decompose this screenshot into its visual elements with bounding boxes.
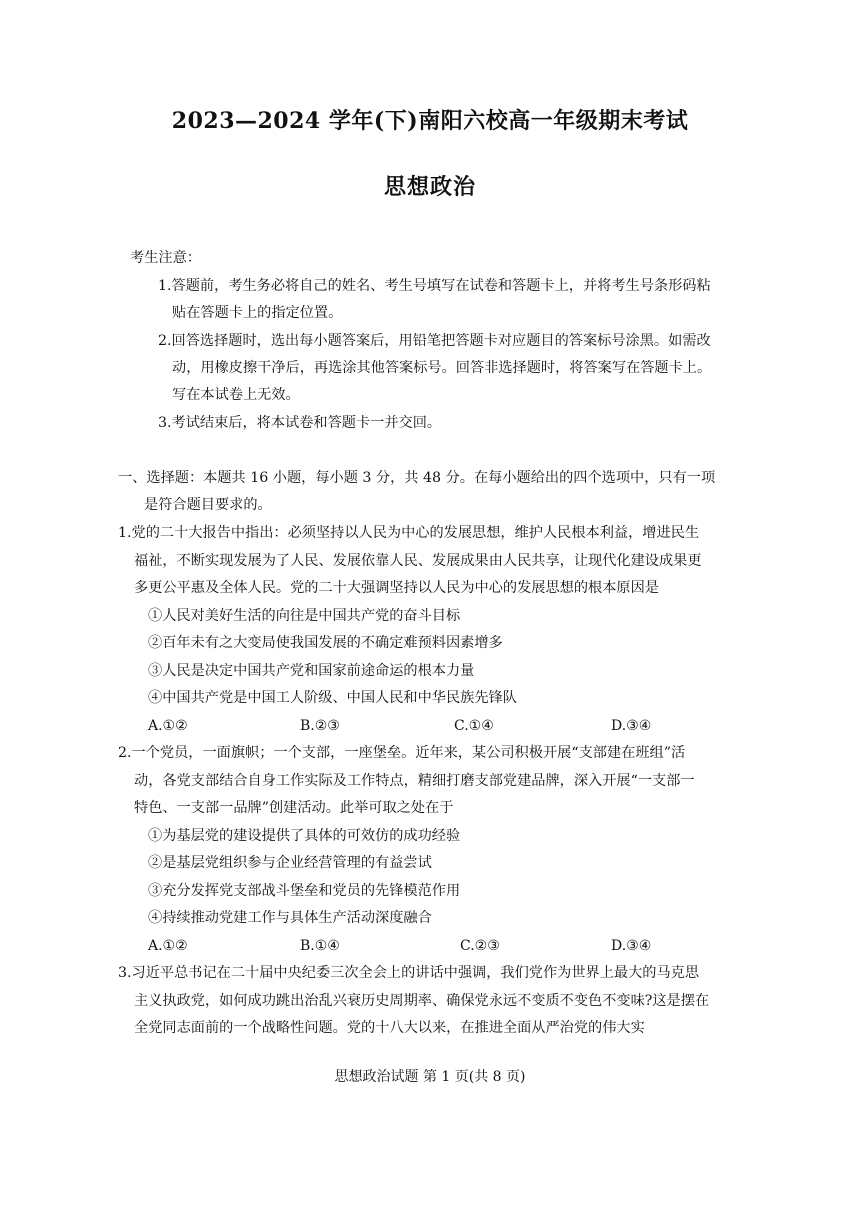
question-2-item: ①为基层党的建设提供了具体的可效仿的成功经验 (148, 828, 461, 844)
option-d: D.③④ (611, 718, 652, 734)
notice-line: 写在本试卷上无效。 (172, 387, 300, 403)
question-3-stem: 主义执政党，如何成功跳出治乱兴衰历史周期率、确保党永远不变质不变色不变味?这是摆在 (134, 993, 710, 1009)
option-c: C.②③ (460, 938, 500, 954)
question-2-stem: 特色、一支部一品牌”创建活动。此举可取之处在于 (134, 800, 454, 816)
option-a: A.①② (148, 718, 188, 734)
notice-line: 贴在答题卡上的指定位置。 (172, 305, 343, 321)
option-b: B.②③ (300, 718, 340, 734)
question-1-stem: 福祉，不断实现发展为了人民、发展依靠人民、发展成果由人民共享，让现代化建设成果更 (134, 553, 702, 569)
notice-line: 3.考试结束后，将本试卷和答题卡一并交回。 (158, 415, 442, 431)
option-c: C.①④ (454, 718, 494, 734)
section-heading-cont: 是符合题目要求的。 (144, 497, 272, 513)
option-a: A.①② (148, 938, 188, 954)
option-d: D.③④ (611, 938, 652, 954)
notice-line: 动，用橡皮擦干净后，再选涂其他答案标号。回答非选择题时，将答案写在答题卡上。 (172, 360, 712, 376)
question-1-stem: 多更公平惠及全体人民。党的二十大强调坚持以人民为中心的发展思想的根本原因是 (134, 580, 659, 596)
notice-heading: 考生注意： (130, 250, 201, 266)
question-1-item: ③人民是决定中国共产党和国家前途命运的根本力量 (148, 663, 475, 679)
page-footer: 思想政治试题 第 1 页(共 8 页) (334, 1069, 526, 1085)
question-2-item: ③充分发挥党支部战斗堡垒和党员的先锋模范作用 (148, 883, 461, 899)
question-1-options (148, 716, 748, 736)
question-2-stem: 2.一个党员，一面旗帜；一个支部，一座堡垒。近年来，某公司积极开展“支部建在班组”活 (118, 745, 686, 761)
question-2-stem: 动，各党支部结合自身工作实际及工作特点，精细打磨支部党建品牌，深入开展“一支部一 (134, 773, 695, 789)
question-1-item: ②百年未有之大变局使我国发展的不确定难预料因素增多 (148, 635, 503, 651)
option-b: B.①④ (300, 938, 340, 954)
question-2-item: ②是基层党组织参与企业经营管理的有益尝试 (148, 855, 432, 871)
question-2-options (148, 936, 748, 956)
question-1-item: ①人民对美好生活的向往是中国共产党的奋斗目标 (148, 608, 461, 624)
notice-line: 2.回答选择题时，选出每小题答案后，用铅笔把答题卡对应题目的答案标号涂黑。如需改 (158, 333, 711, 349)
question-1-item: ④中国共产党是中国工人阶级、中国人民和中华民族先锋队 (148, 690, 517, 706)
question-1-stem: 1.党的二十大报告中指出：必须坚持以人民为中心的发展思想，维护人民根本利益，增进民生 (118, 525, 700, 541)
section-heading: 一、选择题：本题共 16 小题，每小题 3 分，共 48 分。在每小题给出的四个选项中，只有一项 (118, 470, 716, 486)
subject-title: 思想政治 (383, 174, 476, 200)
question-2-item: ④持续推动党建工作与具体生产活动深度融合 (148, 910, 432, 926)
question-3-stem: 全党同志面前的一个战略性问题。党的十八大以来，在推进全面从严治党的伟大实 (134, 1020, 645, 1036)
question-3-stem: 3.习近平总书记在二十届中央纪委三次全会上的讲话中强调，我们党作为世界上最大的马克思 (118, 965, 700, 981)
exam-title: 2023—2024 学年(下)南阳六校高一年级期末考试 (171, 108, 689, 134)
notice-line: 1.答题前，考生务必将自己的姓名、考生号填写在试卷和答题卡上，并将考生号条形码粘 (158, 278, 711, 294)
